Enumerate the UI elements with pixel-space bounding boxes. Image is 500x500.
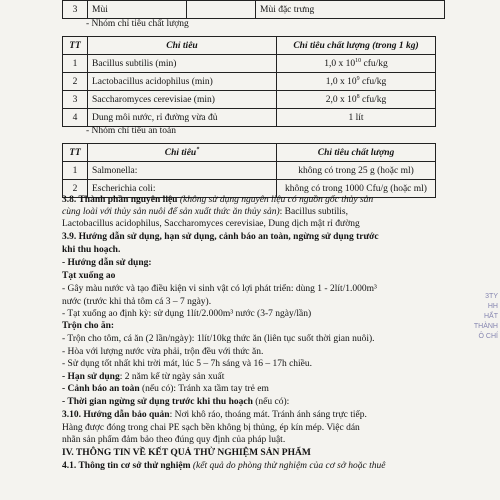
text-line [62,195,373,205]
text-line [62,321,114,331]
cell-name: Saccharomyces cerevisiae (min) [88,91,277,109]
cell-value [277,73,436,91]
table-row [63,1,445,19]
bold-text: - Hướng dẫn sử dụng: [62,258,152,268]
bold-text: Tạt xuống ao [62,271,116,281]
plain-text: : Nơi khô ráo, thoáng mát. Tránh ánh sáng trực tiếp. [169,410,367,420]
text-line [62,372,224,382]
text-line [62,297,211,307]
plain-text: - Tạt xuống ao định kỳ: sử dụng 1lít/2.000m³ nước (3-7 ngày/lần) [62,309,312,319]
text-line [62,258,152,268]
table-row [63,91,436,109]
italic-text: cùng loài với thủy sản nuôi để sản xuất thức ăn thủy sản) [62,207,280,217]
bold-text: IV. THÔNG TIN VỀ KẾT QUẢ THỬ NGHIỆM SẢN PHẨM [62,448,311,458]
cell-no: 3 [63,91,88,109]
cell-name: Lactobacillus acidophilus (min) [88,73,277,91]
bold-text: 4.1. Thông tin cơ sở thử nghiệm [62,461,191,471]
header-name-text: Chỉ tiêu [164,148,197,159]
table-row [63,73,436,91]
text-line [62,448,311,458]
bold-text: - Cảnh báo an toàn [62,384,140,394]
table-header-row [63,144,436,162]
value-exp: 10 [355,57,362,64]
bold-text: 3.10. Hướng dẫn bảo quản [62,410,170,420]
cell-name: Escherichia coli: [88,180,277,198]
cell-empty [187,1,256,19]
header-name [88,144,277,162]
text-line [62,347,263,357]
plain-text: (nếu có): Tránh xa tầm tay trẻ em [139,384,269,394]
plain-text: : Bacillus subtilis, [279,207,348,217]
safety-table [62,143,436,198]
header-name: Chỉ tiêu [88,37,277,55]
value-unit: cfu/kg [361,59,388,70]
text-line [62,219,360,229]
value-exp: 9 [356,75,360,82]
bold-text: 3.8. Thành phần nguyên liệu [62,195,178,205]
cell-value: Mùi đặc trưng [256,1,445,19]
bold-text: 3.9. Hướng dẫn sử dụng, hạn sử dụng, cảnh báo an toàn, ngừng sử dụng trước [62,232,379,242]
text-line [62,207,348,217]
quality-table [62,36,436,127]
value-exp: 8 [356,93,360,100]
text-line [62,397,289,407]
cell-name: Bacillus subtilis (min) [88,55,277,73]
value-unit: cfu/kg [359,95,387,106]
cell-name: Mùi [88,1,187,19]
table-row [63,162,436,180]
table-row [63,55,436,73]
value-base: 2,0 x 10 [325,95,357,106]
italic-text: (kết quả do phòng thử nghiệm của cơ sở hoặc thuê [190,461,386,471]
header-mark: * [196,146,200,153]
text-line [62,334,375,344]
top-table-fragment [62,0,445,19]
cell-value: không có trong 25 g (hoặc ml) [277,162,436,180]
cell-no: 2 [63,73,88,91]
safety-heading: - Nhóm chỉ tiêu an toàn [86,126,176,136]
cell-name: Salmonella: [88,162,277,180]
bold-text: Trộn cho ăn: [62,321,115,331]
quality-heading: - Nhóm chỉ tiêu chất lượng [86,19,189,29]
italic-text: (không sử dụng nguyên liệu có nguồn gốc thủy sản [177,195,374,205]
cell-no: 1 [63,55,88,73]
bold-text: - Thời gian ngừng sử dụng trước khi thu hoạch [62,397,253,407]
text-line [62,245,120,255]
plain-text: nhãn sản phẩm đảm bảo theo đúng quy định của pháp luật. [62,435,286,445]
text-line [62,435,285,445]
cell-name: Dung môi nước, rỉ đường vừa đủ [88,109,277,127]
plain-text: nước (trước khi thả tôm cá 3 – 7 ngày). [62,297,212,307]
value-base: 1,0 x 10 [325,77,357,88]
value-base: 1 lít [348,112,364,123]
plain-text: - Trộn cho tôm, cá ăn (2 lần/ngày): 1lít/10kg thức ăn (liên tục suốt thời gian nuôi). [62,334,375,344]
cell-no: 2 [63,180,88,198]
bold-text: khi thu hoạch. [62,245,121,255]
cell-value: không có trong 1000 Cfu/g (hoặc ml) [277,180,436,198]
text-line [62,232,379,242]
bold-text: - Hạn sử dụng [62,372,120,382]
text-line [62,271,115,281]
cell-value [277,91,436,109]
cell-no: 1 [63,162,88,180]
text-line [62,384,269,394]
cell-no: 4 [63,109,88,127]
plain-text: : 2 năm kể từ ngày sản xuất [119,372,225,382]
header-tt: TT [63,37,88,55]
table-header-row [63,37,436,55]
header-value: Chỉ tiêu chất lượng [277,144,436,162]
text-line [62,461,386,471]
text-line [62,423,360,433]
plain-text: - Gây màu nước và tạo điều kiện vi sinh vật có lợi phát triển: dùng 1 - 2lít/1.000m³ [62,284,377,294]
header-tt: TT [63,144,88,162]
text-line [62,309,311,319]
plain-text: - Hòa với lượng nước vừa phải, trộn đều với thức ăn. [62,347,264,357]
cell-no: 3 [63,1,88,19]
plain-text: Hàng được đóng trong chai PE sạch bền không bị thủng, ép kín mép. Việc dán [62,423,360,433]
plain-text: (nếu có): [252,397,290,407]
plain-text: Lactobacillus acidophilus, Saccharomyces cerevisiae, Dung dịch mật rỉ đường [62,219,360,229]
plain-text: - Sử dụng tốt nhất khi trời mát, lúc 5 – 7h sáng và 16 – 17h chiều. [62,359,313,369]
cell-value [277,109,436,127]
text-line [62,359,312,369]
cell-value [277,55,436,73]
value-unit: cfu/kg [359,77,387,88]
stamp-mark: 3TY HH HẤT THÀNH Ô CHÍ [473,293,498,340]
table-row [63,109,436,127]
value-base: 1,0 x 10 [324,59,356,70]
text-line [62,284,377,294]
header-value: Chỉ tiêu chất lượng (trong 1 kg) [277,37,436,55]
text-line [62,410,367,420]
